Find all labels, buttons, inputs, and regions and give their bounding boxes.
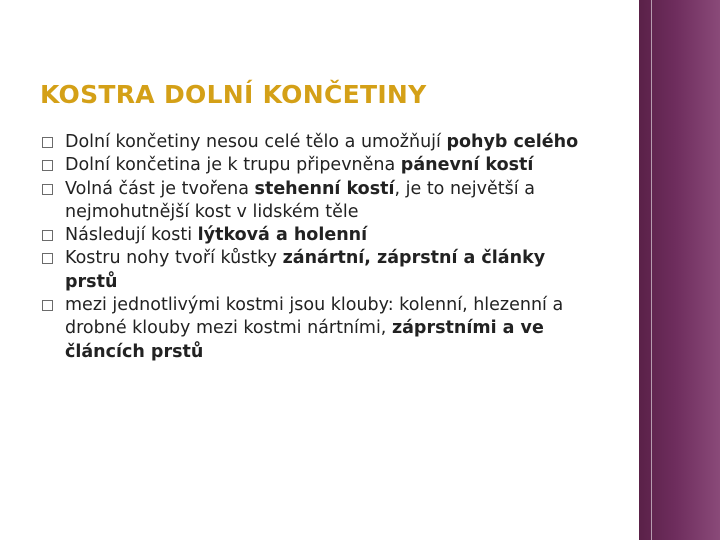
- bullet-bold-text: stehenní kostí: [254, 178, 395, 199]
- bullet-square-icon: [42, 184, 53, 195]
- bullet-item: [42, 178, 602, 225]
- bullet-text: mezi jednotlivými kostmi jsou klouby: kolenní, hlezenní a drobné klouby mezi kostmi nártními,: [65, 295, 564, 339]
- slide-title: KOSTRA DOLNÍ KONČETINY: [40, 80, 427, 109]
- bullet-text: Volná část je tvořena: [65, 178, 255, 199]
- bullet-text: , je to největší a nejmohutnější kost v lidském těle: [65, 178, 535, 222]
- bullet-text: Kostru nohy tvoří kůstky: [65, 248, 283, 269]
- bullet-item: [42, 247, 602, 294]
- bullet-item: [42, 224, 602, 247]
- bullet-text: Následují kosti: [65, 225, 198, 246]
- bullet-bold-text: pohyb celého: [446, 132, 579, 152]
- bullet-text: Dolní končetiny nesou celé tělo a umožňují: [65, 132, 447, 152]
- bullet-square-icon: [42, 300, 53, 311]
- bullet-item: [42, 154, 602, 177]
- bullet-item: [42, 294, 602, 364]
- bullet-item: [42, 131, 602, 154]
- bullet-bold-text: pánevní kostí: [400, 155, 534, 176]
- bullet-square-icon: [42, 160, 53, 171]
- bullet-text: Dolní končetina je k trupu připevněna: [65, 155, 401, 176]
- side-decoration-line: [651, 0, 652, 540]
- bullet-square-icon: [42, 253, 53, 264]
- bullet-bold-text: zánártní, záprstní a články prstů: [65, 248, 546, 292]
- bullet-list: [42, 131, 602, 364]
- bullet-bold-text: záprstními a ve článcích prstů: [65, 318, 544, 362]
- bullet-bold-text: lýtková a holenní: [197, 225, 368, 246]
- bullet-square-icon: [42, 137, 53, 148]
- bullet-square-icon: [42, 230, 53, 241]
